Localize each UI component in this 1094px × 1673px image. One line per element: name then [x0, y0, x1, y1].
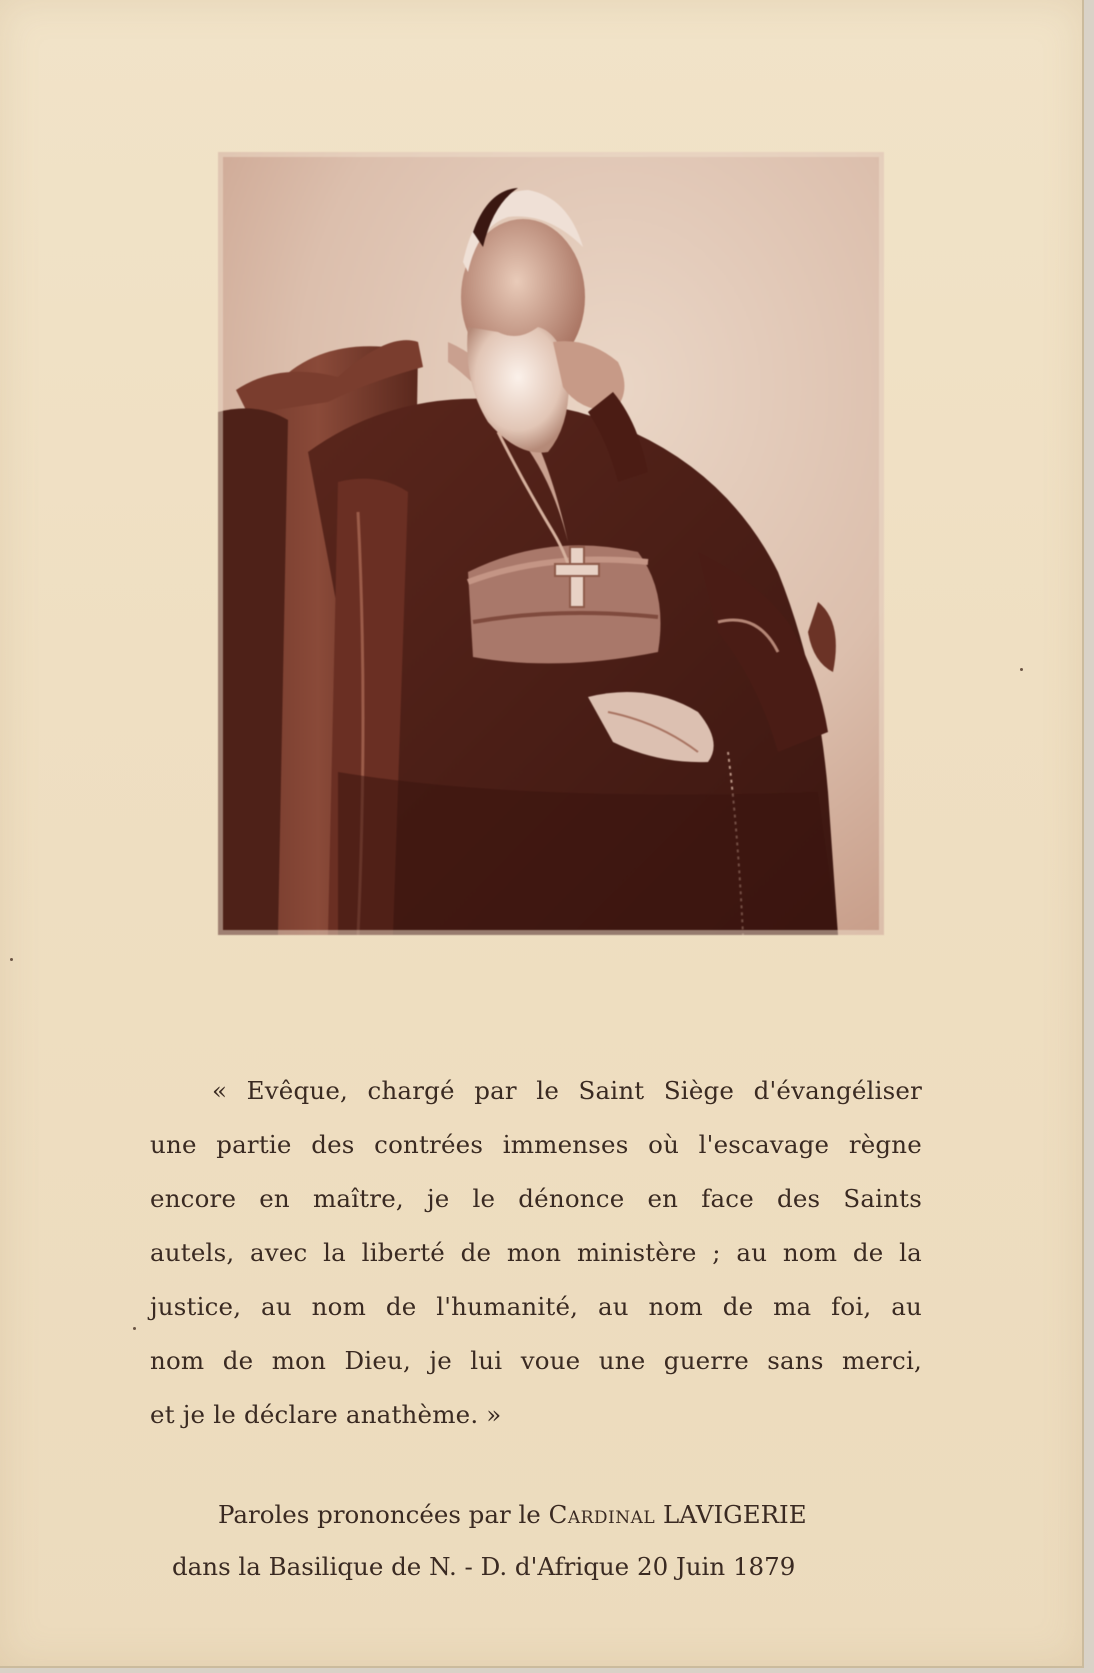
cardinal-portrait-photo: [218, 152, 884, 935]
cardinal-title: Cardinal: [548, 1500, 656, 1529]
quote-line: justice, au nom de l'humanité, au nom de ma foi, au: [150, 1292, 922, 1321]
paper-speck: [133, 1327, 136, 1330]
attribution-place: dans la Basilique de N. - D. d'Afrique: [172, 1552, 630, 1581]
quote-line: nom de mon Dieu, je lui voue une guerre sans merci,: [150, 1346, 922, 1375]
paper-speck: [10, 958, 13, 961]
attribution-line-2: [172, 1544, 795, 1590]
quote-line: et je le déclare anathème. »: [150, 1400, 502, 1429]
cardinal-name: LAVIGERIE: [663, 1500, 807, 1529]
quotation: [150, 1064, 922, 1442]
attribution-prefix: Paroles prononcées par le: [218, 1500, 541, 1529]
attribution-date: 20 Juin 1879: [636, 1552, 796, 1581]
quote-line: une partie des contrées immenses où l'escavage règne: [150, 1130, 922, 1159]
quote-line: autels, avec la liberté de mon ministère ; au nom de la: [150, 1238, 922, 1267]
paper-speck: [1020, 668, 1023, 671]
quote-line: « Evêque, chargé par le Saint Siège d'évangéliser: [212, 1076, 922, 1105]
attribution-line-1: [218, 1492, 807, 1538]
quote-line: encore en maître, je le dénonce en face des Saints: [150, 1184, 922, 1213]
